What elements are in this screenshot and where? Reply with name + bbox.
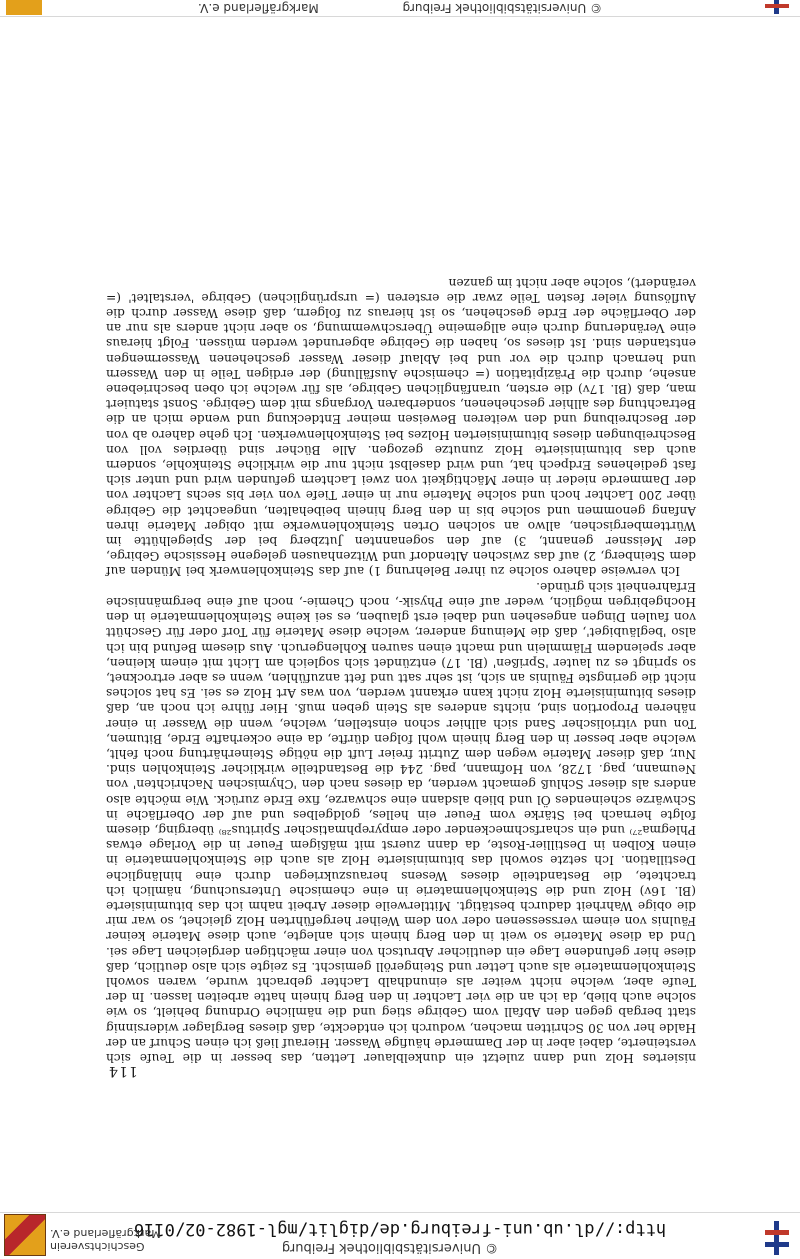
footer-library: © Universitätsbibliothek Freiburg xyxy=(402,1,603,15)
society-crest-small-icon[interactable] xyxy=(6,0,42,15)
page-body xyxy=(106,274,696,1065)
society-name xyxy=(50,1227,168,1253)
permalink-url[interactable]: http://dl.ub.uni-freiburg.de/diglit/mgl-1982-02/0116 xyxy=(133,1219,667,1239)
society-line-2: Markgräflerland e.V. xyxy=(50,1227,161,1240)
paragraph: Ich verweise dahero solche zu ihrer Belehrung 1) auf das Steinkohlenwerk bei Münden auf dem Steinberg, 2) auf das zwischen Altendorf und Witzenhausen gelegene Hessische Gebirge, der Meissner genannt, 3) auf den sogenannten Jutzberg bei der Spiegelhütte im Württembergischen, allwo an solchen Orten Steinkohlenwerke mit obiger Materie ihren Anfang genommen und solche bis in den Berg hinein beibehalten, ungeachtet die Gebirge über 200 Lachter hoch und solche Materie nur in einer Tiefe von vier bis sechs Lachter von der Dammerde nieder in einer Mächtigkeit von zwei Lachtern gefunden wird und unter sich fast gediehenes Erdpech hat, und wird daselbst nicht nur die wirkliche Steinkohle, sondern auch das bituminisierte Holz zunutze gezogen. Alle Bücher sind überdies voll von Beschreibungen dieses bituminisierten Holzes bei Steinkohlenwerken. Ich gehe dahero ab von der Beschreibung und den weiteren Beweisen meiner Entdeckung und wende mich an die Betrachtung des allhier geschehenen, sonderbaren Vorgangs mit dem Gebirge. Sonst statuiert man, daß (Bl. 17v) die ersten, uranfänglichen Gebirge, als für welche ich oben beschriebene ansehe, durch die Präzipitation (= chemische Ausfällung) der erdigen Teile in den Wassern und hernach durch die vor und bei Ablauf dieser Wasser geschehenen Wassermengen entstanden sind. Ist dieses so, haben die Gebirge abgerundet werden müssen. Folgt hieraus eine Veränderung durch eine allgemeine Überschwemmung, so aber nicht anders als nur an der Oberfläche der Erde geschehen, so ist hieraus zu folgern, daß diese Wasser durch die Auflösung vieler festen Teile zwar die ersteren (= ursprünglichen) Gebirge 'verstaltet' (= verändert), solche aber nicht im ganzen xyxy=(106,275,696,579)
society-line-1: Geschichtsverein xyxy=(50,1240,145,1253)
copyright-label: © Universitätsbibliothek Freiburg xyxy=(281,1240,499,1255)
viewer-header xyxy=(0,1212,800,1259)
paragraph: nisiertes Holz und dann zuletzt ein dunkelblauer Letten, das besser in die Teufe sich versteinerte, dabei aber in der Dammerde häufige Wasser. Hierauf ließ ich einen Schurf an der Halde her von 30 Schritten machen, wodurch ich entdeckte, daß dieses Berglager widersinnig statt bergab gegen den Abfall vom Gebirge stieg und die nämliche Ordnung behielt, so wie solche auch blieb, da ich an die vier Lachter in den Berg hinein hatte arbeiten lassen. In der Teufe aber, welche nicht weiter als einundhalb Lachter gebracht wurde, waren sowohl Steinkohlenmaterie als auch Letter und Steingeröll gemischt. Es zeigte sich also deutlich, daß diese hier gefundene Lage ein deutlicher Abrutsch von einer mächtigen dergleichen Lage sei. Und da diese Materie so weit in den Berg hinein sich anlegte, auch diese Materie keiner Fäulnis von einem verssessenen oder von dem Weiher hergeführten Holz gleichet, so war mir die obige Wahrheit dadurch bestätigt. Mittlerweile dieser Arbeit nahm ich das bituminisierte (Bl. 16v) Holz und die Steinkohlenmaterie in eine chemische Untersuchung, nämlich ich trachtete, die Bestandteile dieses Wesens herauszukriegen durch eine hinlängliche Destillation. Ich setzte sowohl das bituminisierte Holz als auch die Steinkohlenmaterie in einen Kolben in Destillier-Roste, da dann zuerst mit mäßigem Feuer in die Vorlage etwas Phlegma²⁷⁾ und ein scharfschmeckender oder empyrephmatischer Spiritus²⁸⁾ überging, diesem folgte hernach bei Stärke vom Feuer ein helles, goldgelbes und auf der Oberfläche in Schwärze scheinendes Öl und blieb alsdann eine schwarze, fixe Erde zurück. Wie möchte also anders als dieser Schluß gemacht werden, da dieses nach den 'Chymischen Nachrichten' von Neumann, pag. 1728, von Hofmann, pag. 244 die Bestandteile wirklicher Steinkohlen sind. Nur, daß dieser Materie wegen dem Zutritt freier Luft die nötige Steinerhärtung noch fehlt, welche aber besser in den Berg hinein wohl folgen dürfte, da eine ockerhafte Erde, Bitumen, Ton und vitriolischer Sand sich allhier schon einstellen, welche, wenn die Wasser in einer näheren Proportion sind, nichts anderes als Stein geben muß. Hier führe ich noch an, daß dieses bituminisierte Holz nicht kann erkannt werden, von was Art Holz es sei. Es hat solches nicht die geringste Fäulnis an sich, ist sehr satt und fett anzufühlen, wenn es aber ertrocknet, so springt es zu lauter 'Sprißen' (Bl. 17) entzündet sich sogleich am Licht mit einem kleinen, aber speiendem Flämmlein und macht einen sauren Kohlengeruch. Aus diesem Befund bin ich also 'begläubiget', daß die Meinung anderer, welche diese Materie für Torf oder für Geschütt von faulen Dingen angesehen und dabei erst glauben, es sei keine Steinkohlenmaterie in den Hochgebirgen möglich, weder auf eine Physik-, noch Chemie-, noch auf eine bergmännische Erfahrenheit sich gründe. xyxy=(106,579,696,1065)
footer-society: Markgräflerland e.V. xyxy=(197,1,319,15)
society-crest-icon[interactable] xyxy=(4,1214,46,1256)
footer-copyright xyxy=(0,1,800,15)
viewer-footer xyxy=(0,0,800,17)
page-number: 114 xyxy=(108,1063,138,1079)
